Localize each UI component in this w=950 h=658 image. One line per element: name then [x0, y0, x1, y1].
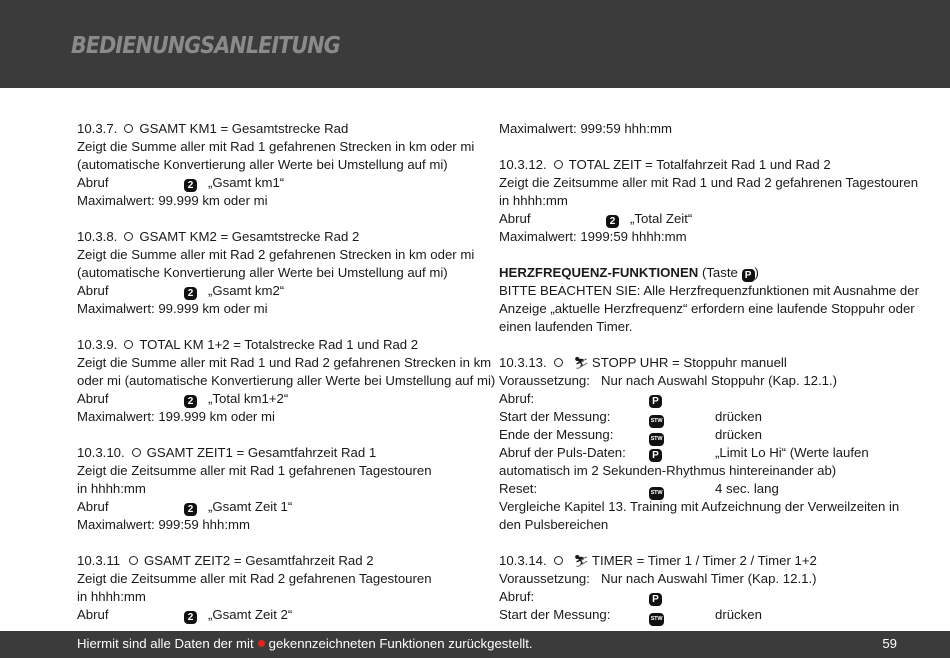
key-stw-icon: STW: [649, 613, 664, 626]
section-heading: 10.3.7. GSAMT KM1 = Gesamtstrecke Rad: [77, 121, 349, 136]
stopwatch-icon: [124, 124, 133, 133]
key-2-icon: 2: [184, 503, 197, 516]
stopwatch-icon: [554, 556, 563, 565]
stopwatch-icon: [124, 232, 133, 241]
page-header: [0, 0, 950, 88]
red-dot-icon: [258, 640, 265, 647]
reset-row: Reset: STW 4 sec. lang: [499, 480, 901, 498]
section-heading: 10.3.12. TOTAL ZEIT = Totalfahrzeit Rad 1 und Rad 2: [499, 157, 831, 172]
body-text: (automatische Konvertierung aller Werte bei Umstellung auf mi): [77, 265, 448, 280]
max-value: Maximalwert: 1999:59 hhhh:mm: [499, 229, 687, 244]
abruf-row: Abruf 2 „Gsamt km1“: [77, 175, 285, 191]
key-2-icon: 2: [184, 179, 197, 192]
section-heading: 10.3.13. ⛷ STOPP UHR = Stoppuhr manuell: [499, 355, 787, 370]
prerequisite-row: Voraussetzung: Nur nach Auswahl Stoppuhr (Kap. 12.1.): [499, 373, 838, 388]
left-column: [77, 120, 496, 624]
key-2-icon: 2: [184, 611, 197, 624]
abruf-row: Abruf 2 „Gsamt Zeit 1“: [77, 499, 293, 515]
stopwatch-icon: [554, 160, 563, 169]
body-text: in hhhh:mm: [499, 193, 568, 208]
hf-heading: HERZFREQUENZ-FUNKTIONEN (Taste P ): [499, 265, 759, 281]
stopwatch-icon: [129, 556, 138, 565]
prerequisite-row: Voraussetzung: Nur nach Auswahl Timer (Kap. 12.1.): [499, 571, 817, 586]
manual-title: BEDIENUNGSANLEITUNG: [71, 33, 340, 59]
stopwatch-icon: [132, 448, 141, 457]
key-2-icon: 2: [184, 395, 197, 408]
body-text: (automatische Konvertierung aller Werte bei Umstellung auf mi): [77, 157, 448, 172]
body-text: in hhhh:mm: [77, 589, 146, 604]
key-p-icon: P: [649, 449, 662, 462]
start-row: Start der Messung: STW drücken: [499, 408, 901, 426]
body-text: den Pulsbereichen: [499, 517, 609, 532]
key-p-icon: P: [649, 593, 662, 606]
runner-icon: ⛷: [573, 554, 589, 568]
abruf-row: Abruf: P: [499, 588, 901, 606]
section-heading: 10.3.10. GSAMT ZEIT1 = Gesamtfahrzeit Rad 1: [77, 445, 377, 460]
stopwatch-icon: [124, 340, 133, 349]
max-value: Maximalwert: 99.999 km oder mi: [77, 301, 268, 316]
key-stw-icon: STW: [649, 487, 664, 500]
body-text: Zeigt die Summe aller mit Rad 1 und Rad 2 gefahrenen Strecken in km: [77, 355, 492, 370]
abruf-row: Abruf 2 „Total km1+2“: [77, 391, 289, 407]
runner-icon: ⛷: [573, 356, 589, 370]
page-footer: [0, 631, 950, 658]
max-value: Maximalwert: 999:59 hhh:mm: [77, 517, 250, 532]
footer-note: Hiermit sind alle Daten der mit gekennzeichneten Funktionen zurückgestellt.: [77, 636, 533, 651]
body-text: einen laufenden Timer.: [499, 319, 633, 334]
key-stw-icon: STW: [649, 433, 664, 446]
key-p-icon: P: [649, 395, 662, 408]
body-text: Zeigt die Zeitsumme aller mit Rad 2 gefahrenen Tagestouren: [77, 571, 432, 586]
abruf-row: Abruf 2 „Gsamt km2“: [77, 283, 285, 299]
max-value: Maximalwert: 99.999 km oder mi: [77, 193, 268, 208]
key-2-icon: 2: [184, 287, 197, 300]
section-heading: 10.3.9. TOTAL KM 1+2 = Totalstrecke Rad 1 und Rad 2: [77, 337, 419, 352]
end-row: Ende der Messung: STW drücken: [499, 426, 901, 444]
section-heading: 10.3.8. GSAMT KM2 = Gesamtstrecke Rad 2: [77, 229, 360, 244]
stopwatch-icon: [554, 358, 563, 367]
body-text: Zeigt die Zeitsumme aller mit Rad 1 gefahrenen Tagestouren: [77, 463, 432, 478]
body-text: Vergleiche Kapitel 13. Training mit Aufzeichnung der Verweilzeiten in: [499, 499, 900, 514]
key-p-icon: P: [742, 269, 755, 282]
abruf-row: Abruf: P: [499, 390, 901, 408]
body-text: in hhhh:mm: [77, 481, 146, 496]
start-row: Start der Messung: STW drücken: [499, 606, 901, 624]
body-text: automatisch im 2 Sekunden-Rhythmus hintereinander ab): [499, 463, 837, 478]
abruf-row: Abruf 2 „Total Zeit“: [499, 211, 693, 227]
key-stw-icon: STW: [649, 415, 664, 428]
key-2-icon: 2: [606, 215, 619, 228]
body-text: oder mi (automatische Konvertierung aller Werte bei Umstellung auf mi): [77, 373, 496, 388]
body-text: Zeigt die Zeitsumme aller mit Rad 1 und Rad 2 gefahrenen Tagestouren: [499, 175, 919, 190]
body-text: Zeigt die Summe aller mit Rad 1 gefahrenen Strecken in km oder mi: [77, 139, 475, 154]
abruf-row: Abruf 2 „Gsamt Zeit 2“: [77, 607, 293, 623]
body-text: BITTE BEACHTEN SIE: Alle Herzfrequenzfunktionen mit Ausnahme der: [499, 283, 919, 298]
max-value: Maximalwert: 999:59 hhh:mm: [499, 121, 672, 136]
pulse-row: Abruf der Puls-Daten: P „Limit Lo Hi“ (Werte laufen: [499, 445, 869, 461]
body-text: Anzeige „aktuelle Herzfrequenz“ erfordern eine laufende Stoppuhr oder: [499, 301, 915, 316]
max-value: Maximalwert: 199.999 km oder mi: [77, 409, 275, 424]
right-column: [499, 120, 919, 624]
body-text: Zeigt die Summe aller mit Rad 2 gefahrenen Strecken in km oder mi: [77, 247, 475, 262]
section-heading: 10.3.14. ⛷ TIMER = Timer 1 / Timer 2 / Timer 1+2: [499, 553, 817, 568]
section-heading: 10.3.11 GSAMT ZEIT2 = Gesamtfahrzeit Rad 2: [77, 553, 374, 568]
page-number: 59: [882, 636, 897, 651]
